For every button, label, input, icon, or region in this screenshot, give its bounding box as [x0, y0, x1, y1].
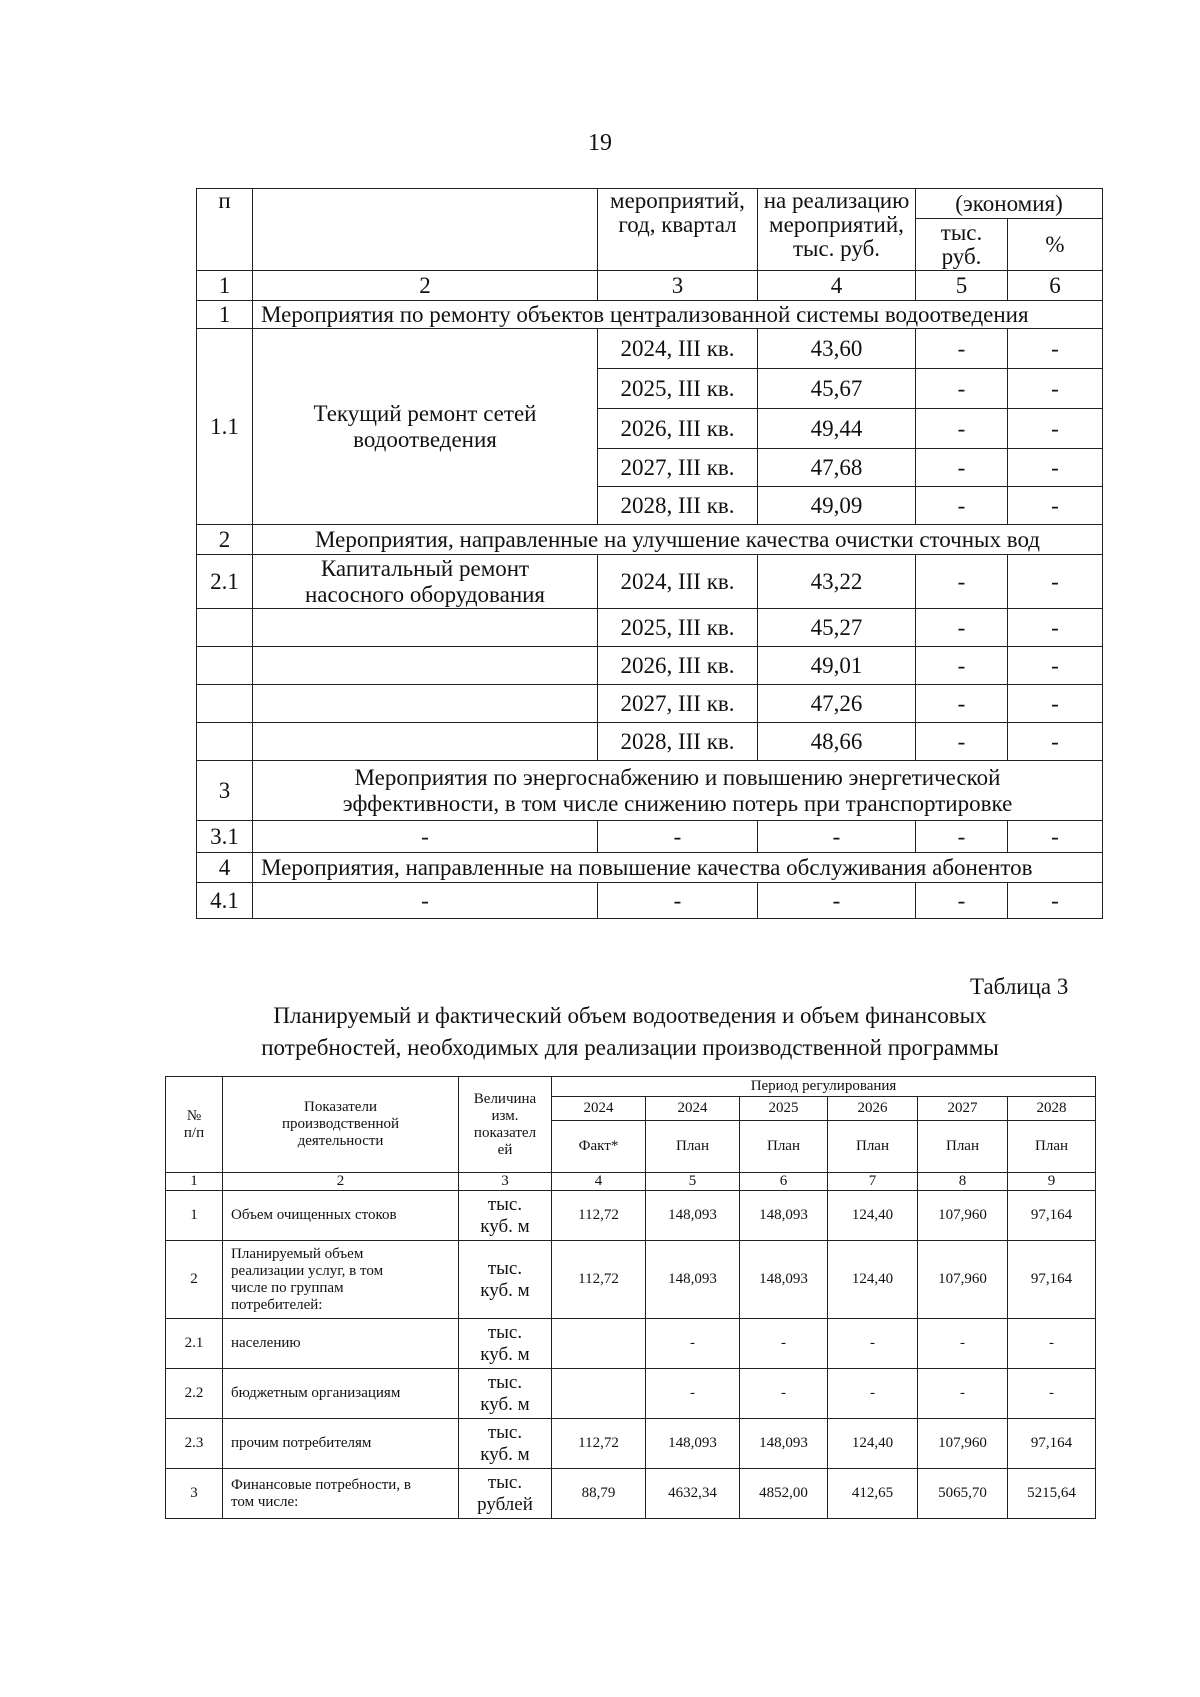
col-number: 9: [1008, 1173, 1096, 1191]
item-name: [253, 723, 598, 761]
section-num: 3: [197, 761, 253, 821]
header-economy: (экономия): [916, 189, 1103, 219]
value-cell: 107,960: [918, 1241, 1008, 1319]
value-cell: 112,72: [552, 1191, 646, 1241]
value-cell: -: [828, 1319, 918, 1369]
header-kind: План: [828, 1121, 918, 1173]
header-kind: План: [740, 1121, 828, 1173]
cost-cell: 43,60: [758, 329, 916, 369]
header-year: 2028: [1008, 1097, 1096, 1121]
item-num: [197, 609, 253, 647]
header-kind: План: [1008, 1121, 1096, 1173]
header-indicator: Показатели производственной деятельности: [223, 1077, 459, 1173]
period-cell: 2025, III кв.: [598, 609, 758, 647]
activities-table: [196, 188, 1103, 919]
item-num: 1.1: [197, 329, 253, 525]
period-cell: 2026, III кв.: [598, 409, 758, 449]
period-cell: 2024, III кв.: [598, 555, 758, 609]
item-name: -: [253, 821, 598, 853]
col-number: 1: [166, 1173, 223, 1191]
table-row: [166, 1419, 1096, 1469]
period-cell: 2027, III кв.: [598, 449, 758, 487]
col-number: 2: [223, 1173, 459, 1191]
item-num: 2.1: [197, 555, 253, 609]
row-indicator: Объем очищенных стоков: [223, 1191, 459, 1241]
economy-pct-cell: -: [1008, 821, 1103, 853]
page-number: 19: [588, 130, 612, 156]
table-row: [166, 1319, 1096, 1369]
row-num: 2.2: [166, 1369, 223, 1419]
item-name: [253, 609, 598, 647]
value-cell: 148,093: [646, 1241, 740, 1319]
header-kind: План: [918, 1121, 1008, 1173]
row-indicator: населению: [223, 1319, 459, 1369]
economy-pct-cell: -: [1008, 409, 1103, 449]
row-num: 3: [166, 1469, 223, 1519]
value-cell: 97,164: [1008, 1241, 1096, 1319]
header-year: 2025: [740, 1097, 828, 1121]
header-economy-rub: тыс. руб.: [916, 219, 1008, 271]
section-num: 4: [197, 853, 253, 883]
col-number: 5: [916, 271, 1008, 301]
economy-rub-cell: -: [916, 821, 1008, 853]
economy-pct-cell: -: [1008, 487, 1103, 525]
economy-rub-cell: -: [916, 685, 1008, 723]
item-num: [197, 685, 253, 723]
period-cell: -: [598, 883, 758, 919]
value-cell: 124,40: [828, 1191, 918, 1241]
economy-pct-cell: -: [1008, 555, 1103, 609]
value-cell: 124,40: [828, 1241, 918, 1319]
value-cell: 112,72: [552, 1419, 646, 1469]
row-indicator: прочим потребителям: [223, 1419, 459, 1469]
value-cell: 412,65: [828, 1469, 918, 1519]
item-name: -: [253, 883, 598, 919]
col-number: 8: [918, 1173, 1008, 1191]
economy-rub-cell: -: [916, 487, 1008, 525]
value-cell: -: [918, 1319, 1008, 1369]
header-period: мероприятий, год, квартал: [598, 189, 758, 271]
table-row: [166, 1369, 1096, 1419]
value-cell: 148,093: [646, 1419, 740, 1469]
col-number: 4: [552, 1173, 646, 1191]
value-cell: -: [646, 1319, 740, 1369]
economy-rub-cell: -: [916, 369, 1008, 409]
period-cell: 2028, III кв.: [598, 723, 758, 761]
item-name: Капитальный ремонт насосного оборудования: [253, 555, 598, 609]
economy-rub-cell: -: [916, 555, 1008, 609]
header-unit: Величина изм. показател ей: [459, 1077, 552, 1173]
section-num: 2: [197, 525, 253, 555]
row-num: 2.3: [166, 1419, 223, 1469]
col-number: 7: [828, 1173, 918, 1191]
table-label: Таблица 3: [970, 974, 1069, 999]
economy-pct-cell: -: [1008, 369, 1103, 409]
value-cell: -: [828, 1369, 918, 1419]
economy-pct-cell: -: [1008, 449, 1103, 487]
section-num: 1: [197, 301, 253, 329]
cost-cell: 49,01: [758, 647, 916, 685]
header-year: 2024: [552, 1097, 646, 1121]
cost-cell: 48,66: [758, 723, 916, 761]
table-caption: Планируемый и фактический объем водоотведения и объем финансовых потребностей, необходимых для реализации производственной программы: [261, 1003, 999, 1060]
period-cell: 2026, III кв.: [598, 647, 758, 685]
section-title: Мероприятия по энергоснабжению и повышению энергетической эффективности, в том числе снижению потерь при транспортировке: [253, 761, 1103, 821]
cost-cell: -: [758, 883, 916, 919]
row-indicator: Финансовые потребности, в том числе:: [223, 1469, 459, 1519]
cost-cell: 45,27: [758, 609, 916, 647]
value-cell: 88,79: [552, 1469, 646, 1519]
cost-cell: 45,67: [758, 369, 916, 409]
header-kind: План: [646, 1121, 740, 1173]
col-number: 2: [253, 271, 598, 301]
row-num: 1: [166, 1191, 223, 1241]
section-title: Мероприятия, направленные на улучшение качества очистки сточных вод: [253, 525, 1103, 555]
row-unit: тыс. куб. м: [459, 1191, 552, 1241]
value-cell: 5215,64: [1008, 1469, 1096, 1519]
value-cell: -: [740, 1369, 828, 1419]
item-name: [253, 685, 598, 723]
row-indicator: Планируемый объем реализации услуг, в том числе по группам потребителей:: [223, 1241, 459, 1319]
header-period-group: Период регулирования: [552, 1077, 1096, 1097]
col-number: 6: [740, 1173, 828, 1191]
header-num: п: [197, 189, 253, 271]
economy-pct-cell: -: [1008, 609, 1103, 647]
period-cell: 2027, III кв.: [598, 685, 758, 723]
cost-cell: 47,26: [758, 685, 916, 723]
value-cell: 148,093: [740, 1191, 828, 1241]
value-cell: [552, 1369, 646, 1419]
economy-pct-cell: -: [1008, 883, 1103, 919]
header-cost: на реализацию мероприятий, тыс. руб.: [758, 189, 916, 271]
period-cell: -: [598, 821, 758, 853]
item-num: 3.1: [197, 821, 253, 853]
row-unit: тыс. куб. м: [459, 1369, 552, 1419]
cost-cell: 49,44: [758, 409, 916, 449]
economy-rub-cell: -: [916, 609, 1008, 647]
header-name: [253, 189, 598, 271]
value-cell: 4632,34: [646, 1469, 740, 1519]
economy-pct-cell: -: [1008, 647, 1103, 685]
item-num: [197, 647, 253, 685]
value-cell: 97,164: [1008, 1191, 1096, 1241]
value-cell: 124,40: [828, 1419, 918, 1469]
row-indicator: бюджетным организациям: [223, 1369, 459, 1419]
col-number: 1: [197, 271, 253, 301]
cost-cell: 43,22: [758, 555, 916, 609]
table-row: [166, 1191, 1096, 1241]
economy-pct-cell: -: [1008, 329, 1103, 369]
col-number: 4: [758, 271, 916, 301]
col-number: 3: [598, 271, 758, 301]
economy-rub-cell: -: [916, 449, 1008, 487]
economy-pct-cell: -: [1008, 723, 1103, 761]
economy-rub-cell: -: [916, 883, 1008, 919]
period-cell: 2024, III кв.: [598, 329, 758, 369]
value-cell: 148,093: [646, 1191, 740, 1241]
header-economy-pct: %: [1008, 219, 1103, 271]
section-title: Мероприятия, направленные на повышение качества обслуживания абонентов: [253, 853, 1103, 883]
economy-pct-cell: -: [1008, 685, 1103, 723]
value-cell: 148,093: [740, 1419, 828, 1469]
header-year: 2024: [646, 1097, 740, 1121]
value-cell: 5065,70: [918, 1469, 1008, 1519]
row-unit: тыс. куб. м: [459, 1319, 552, 1369]
economy-rub-cell: -: [916, 409, 1008, 449]
economy-rub-cell: -: [916, 647, 1008, 685]
row-unit: тыс. куб. м: [459, 1241, 552, 1319]
header-kind: Факт*: [552, 1121, 646, 1173]
value-cell: 4852,00: [740, 1469, 828, 1519]
row-num: 2.1: [166, 1319, 223, 1369]
header-year: 2026: [828, 1097, 918, 1121]
period-cell: 2025, III кв.: [598, 369, 758, 409]
header-year: 2027: [918, 1097, 1008, 1121]
row-unit: тыс. куб. м: [459, 1419, 552, 1469]
value-cell: -: [646, 1369, 740, 1419]
economy-rub-cell: -: [916, 723, 1008, 761]
cost-cell: -: [758, 821, 916, 853]
item-name: Текущий ремонт сетей водоотведения: [253, 329, 598, 525]
col-number: 6: [1008, 271, 1103, 301]
value-cell: -: [1008, 1319, 1096, 1369]
volume-table: [165, 1076, 1096, 1519]
cost-cell: 49,09: [758, 487, 916, 525]
value-cell: 112,72: [552, 1241, 646, 1319]
table-row: [166, 1469, 1096, 1519]
value-cell: 148,093: [740, 1241, 828, 1319]
economy-rub-cell: -: [916, 329, 1008, 369]
row-unit: тыс. рублей: [459, 1469, 552, 1519]
item-name: [253, 647, 598, 685]
value-cell: -: [918, 1369, 1008, 1419]
item-num: 4.1: [197, 883, 253, 919]
section-title: Мероприятия по ремонту объектов централизованной системы водоотведения: [253, 301, 1103, 329]
col-number: 5: [646, 1173, 740, 1191]
cost-cell: 47,68: [758, 449, 916, 487]
header-num: № п/п: [166, 1077, 223, 1173]
value-cell: -: [1008, 1369, 1096, 1419]
item-num: [197, 723, 253, 761]
row-num: 2: [166, 1241, 223, 1319]
period-cell: 2028, III кв.: [598, 487, 758, 525]
value-cell: [552, 1319, 646, 1369]
value-cell: -: [740, 1319, 828, 1369]
col-number: 3: [459, 1173, 552, 1191]
value-cell: 107,960: [918, 1419, 1008, 1469]
table-row: [166, 1241, 1096, 1319]
value-cell: 97,164: [1008, 1419, 1096, 1469]
value-cell: 107,960: [918, 1191, 1008, 1241]
